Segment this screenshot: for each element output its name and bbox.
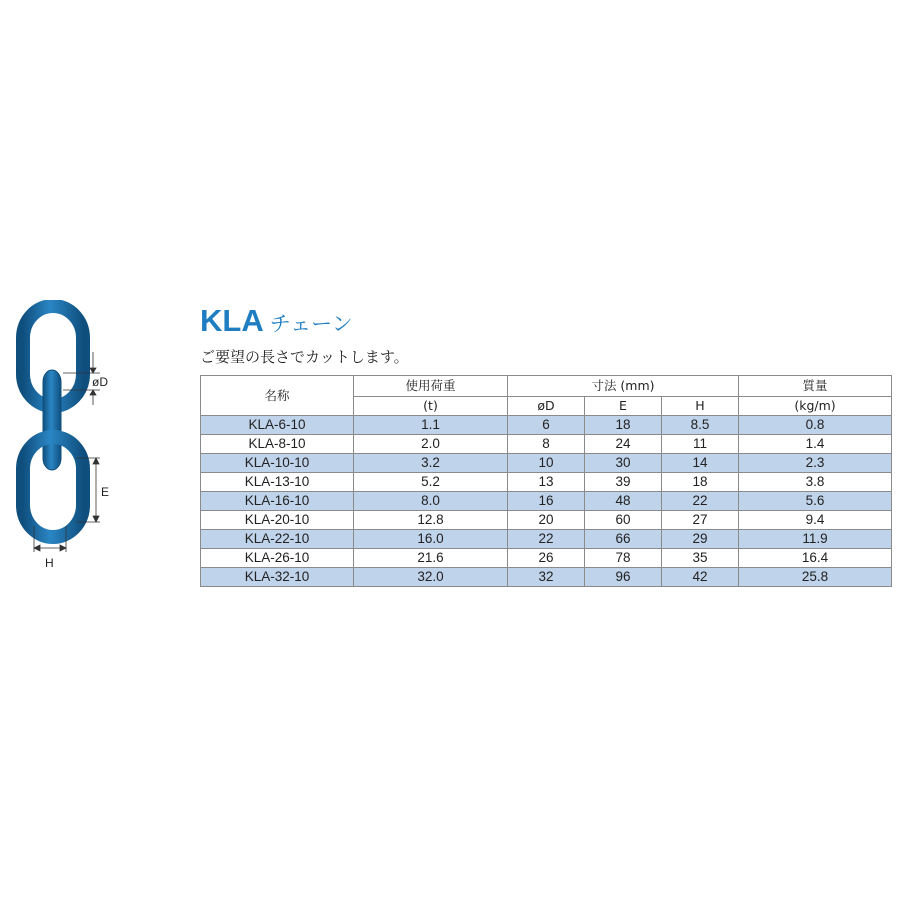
header-dims: 寸法 (mm): [508, 376, 739, 397]
cell-load: 21.6: [354, 549, 508, 568]
cell-mass: 5.6: [739, 492, 892, 511]
table-row: [201, 454, 892, 473]
cell-h: 27: [662, 511, 739, 530]
cell-load: 32.0: [354, 568, 508, 587]
cell-d: 6: [508, 416, 585, 435]
cell-h: 8.5: [662, 416, 739, 435]
table-row: [201, 473, 892, 492]
cell-h: 18: [662, 473, 739, 492]
cell-d: 32: [508, 568, 585, 587]
header-mass-unit: (kg/m): [739, 397, 892, 416]
product-title-sub: チェーン: [269, 312, 353, 336]
dimension-d-label: øD: [92, 375, 108, 389]
cell-d: 22: [508, 530, 585, 549]
header-name: 名称: [201, 376, 354, 416]
table-row: [201, 416, 892, 435]
spec-table: [200, 375, 892, 587]
cell-d: 13: [508, 473, 585, 492]
product-title-main: KLA: [200, 303, 264, 338]
table-row: [201, 530, 892, 549]
cell-h: 29: [662, 530, 739, 549]
cell-name: KLA-16-10: [201, 492, 354, 511]
cell-d: 16: [508, 492, 585, 511]
cell-name: KLA-13-10: [201, 473, 354, 492]
cell-mass: 2.3: [739, 454, 892, 473]
header-e: E: [585, 397, 662, 416]
cell-load: 8.0: [354, 492, 508, 511]
table-row: [201, 549, 892, 568]
cell-e: 18: [585, 416, 662, 435]
cell-mass: 11.9: [739, 530, 892, 549]
cell-name: KLA-32-10: [201, 568, 354, 587]
cell-load: 1.1: [354, 416, 508, 435]
chain-link-middle: [43, 370, 61, 470]
dimension-h-label: H: [45, 556, 54, 570]
cell-e: 48: [585, 492, 662, 511]
cell-load: 12.8: [354, 511, 508, 530]
cell-name: KLA-10-10: [201, 454, 354, 473]
cell-e: 96: [585, 568, 662, 587]
cell-d: 10: [508, 454, 585, 473]
cell-mass: 3.8: [739, 473, 892, 492]
table-row: [201, 492, 892, 511]
cell-mass: 25.8: [739, 568, 892, 587]
product-title: [200, 303, 353, 339]
header-mass: 質量: [739, 376, 892, 397]
cell-d: 8: [508, 435, 585, 454]
header-h: H: [662, 397, 739, 416]
cell-d: 20: [508, 511, 585, 530]
cell-e: 60: [585, 511, 662, 530]
cell-name: KLA-26-10: [201, 549, 354, 568]
cell-e: 39: [585, 473, 662, 492]
header-d: øD: [508, 397, 585, 416]
cell-load: 16.0: [354, 530, 508, 549]
cell-h: 35: [662, 549, 739, 568]
chain-diagram: [10, 300, 150, 580]
cell-load: 3.2: [354, 454, 508, 473]
cell-d: 26: [508, 549, 585, 568]
header-load-unit: (t): [354, 397, 508, 416]
cell-e: 30: [585, 454, 662, 473]
cell-name: KLA-20-10: [201, 511, 354, 530]
cell-h: 42: [662, 568, 739, 587]
table-row: [201, 568, 892, 587]
cell-load: 5.2: [354, 473, 508, 492]
cell-h: 22: [662, 492, 739, 511]
header-load: 使用荷重: [354, 376, 508, 397]
cell-e: 66: [585, 530, 662, 549]
table-row: [201, 435, 892, 454]
cell-name: KLA-8-10: [201, 435, 354, 454]
cell-e: 24: [585, 435, 662, 454]
cell-load: 2.0: [354, 435, 508, 454]
cell-mass: 1.4: [739, 435, 892, 454]
cut-note: ご要望の長さでカットします。: [200, 348, 409, 366]
dimension-e-label: E: [101, 485, 110, 499]
cell-mass: 16.4: [739, 549, 892, 568]
cell-mass: 0.8: [739, 416, 892, 435]
cell-h: 11: [662, 435, 739, 454]
cell-e: 78: [585, 549, 662, 568]
cell-name: KLA-6-10: [201, 416, 354, 435]
cell-name: KLA-22-10: [201, 530, 354, 549]
cell-mass: 9.4: [739, 511, 892, 530]
cell-h: 14: [662, 454, 739, 473]
table-row: [201, 511, 892, 530]
